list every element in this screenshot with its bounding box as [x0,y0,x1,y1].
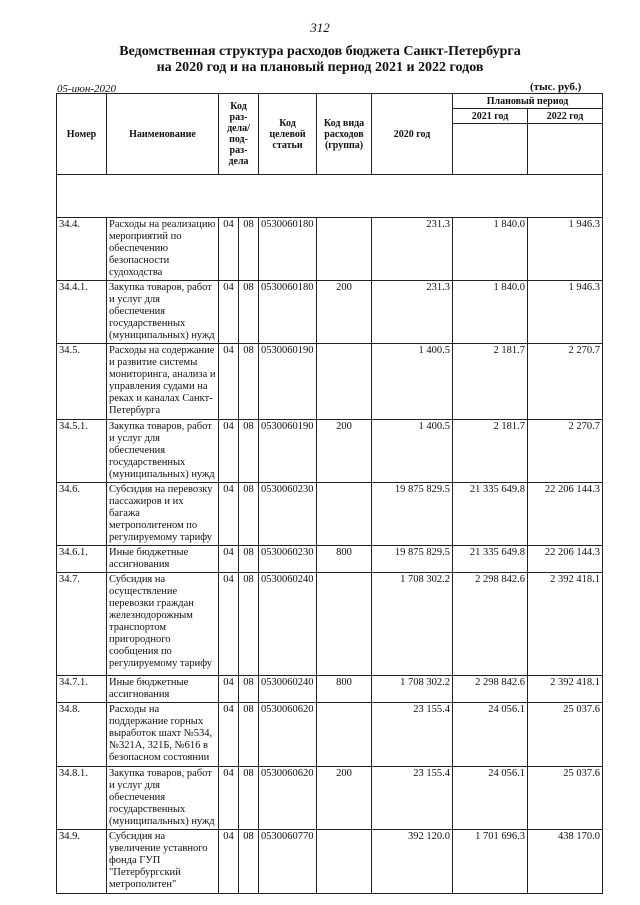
page-number: 312 [310,20,330,35]
row-amount-2020: 392 120.0 [372,830,453,894]
row-name: Закупка товаров, работ и услуг для обеспечения государственных (муниципальных) нужд [107,767,219,830]
row-target-code: 0530060180 [259,218,317,281]
row-expense-type [317,573,372,676]
row-number: 34.8. [57,703,107,767]
row-target-code: 0530060190 [259,344,317,420]
row-amount-2021: 24 056.1 [453,767,528,830]
row-amount-2020: 23 155.4 [372,767,453,830]
header-expense-type-code: Код вида расходов (группа) [317,94,372,175]
row-subsection: 08 [239,703,259,767]
row-amount-2020: 231.3 [372,218,453,281]
row-subsection: 08 [239,830,259,894]
table-row [57,483,603,546]
row-name: Субсидия на перевозку пассажиров и их багажа метрополитеном по регулируемому тарифу [107,483,219,546]
header-name: Наименование [107,94,219,175]
table-row [57,420,603,483]
row-name: Иные бюджетные ассигнования [107,546,219,573]
header-section-code: Код раз-дела/ под-раз-дела [219,94,259,175]
row-amount-2020: 1 400.5 [372,420,453,483]
row-amount-2021: 2 298 842.6 [453,573,528,676]
row-amount-2020: 23 155.4 [372,703,453,767]
row-expense-type [317,218,372,281]
table-body [57,218,603,894]
row-name: Субсидия на осуществление перевозки граждан железнодорожным транспортом пригородного сообщения по регулируемому тарифу [107,573,219,676]
row-expense-type [317,483,372,546]
row-subsection: 08 [239,344,259,420]
row-expense-type: 200 [317,420,372,483]
row-number: 34.6. [57,483,107,546]
row-number: 34.4. [57,218,107,281]
header-spacer-row [57,175,603,218]
row-amount-2022: 2 392 418.1 [528,573,603,676]
row-target-code: 0530060240 [259,573,317,676]
row-amount-2020: 19 875 829.5 [372,546,453,573]
row-number: 34.8.1. [57,767,107,830]
row-section: 04 [219,344,239,420]
row-name: Расходы на реализацию мероприятий по обеспечению безопасности судоходства [107,218,219,281]
row-subsection: 08 [239,546,259,573]
row-subsection: 08 [239,420,259,483]
row-number: 34.4.1. [57,281,107,344]
row-expense-type [317,703,372,767]
title-line-1: Ведомственная структура расходов бюджета Санкт-Петербурга [119,44,521,59]
row-number: 34.9. [57,830,107,894]
row-amount-2022: 25 037.6 [528,703,603,767]
row-amount-2021: 21 335 649.8 [453,546,528,573]
row-amount-2020: 19 875 829.5 [372,483,453,546]
row-section: 04 [219,420,239,483]
row-expense-type: 200 [317,767,372,830]
row-subsection: 08 [239,483,259,546]
table-row [57,281,603,344]
row-section: 04 [219,830,239,894]
row-subsection: 08 [239,676,259,703]
budget-table [56,93,603,894]
row-amount-2021: 2 181.7 [453,420,528,483]
table-row [57,573,603,676]
row-number: 34.7.1. [57,676,107,703]
row-number: 34.6.1. [57,546,107,573]
row-expense-type: 800 [317,546,372,573]
row-section: 04 [219,281,239,344]
row-expense-type: 800 [317,676,372,703]
row-number: 34.7. [57,573,107,676]
row-amount-2021: 1 840.0 [453,218,528,281]
row-amount-2022: 22 206 144.3 [528,483,603,546]
row-name: Закупка товаров, работ и услуг для обеспечения государственных (муниципальных) нужд [107,420,219,483]
row-amount-2020: 231.3 [372,281,453,344]
header-year-2020: 2020 год [372,94,453,175]
row-expense-type [317,344,372,420]
table-row [57,767,603,830]
table-row [57,676,603,703]
row-section: 04 [219,703,239,767]
header-target-code: Код целевой статьи [259,94,317,175]
row-name: Закупка товаров, работ и услуг для обеспечения государственных (муниципальных) нужд [107,281,219,344]
row-subsection: 08 [239,573,259,676]
table-header [57,94,603,218]
row-target-code: 0530060230 [259,483,317,546]
document-title [0,44,640,76]
row-subsection: 08 [239,767,259,830]
row-amount-2022: 2 270.7 [528,344,603,420]
row-amount-2022: 1 946.3 [528,218,603,281]
row-amount-2021: 21 335 649.8 [453,483,528,546]
row-amount-2021: 24 056.1 [453,703,528,767]
row-section: 04 [219,767,239,830]
row-target-code: 0530060190 [259,420,317,483]
row-amount-2021: 2 298 842.6 [453,676,528,703]
row-amount-2022: 1 946.3 [528,281,603,344]
header-planned-period: Плановый период [453,94,603,109]
row-subsection: 08 [239,281,259,344]
row-subsection: 08 [239,218,259,281]
row-target-code: 0530060770 [259,830,317,894]
row-section: 04 [219,573,239,676]
row-number: 34.5.1. [57,420,107,483]
table-row [57,344,603,420]
row-amount-2020: 1 400.5 [372,344,453,420]
row-amount-2021: 1 840.0 [453,281,528,344]
row-amount-2022: 2 392 418.1 [528,676,603,703]
units-label: (тыс. руб.) [530,81,582,93]
header-year-2022: 2022 год [528,109,603,124]
row-section: 04 [219,546,239,573]
row-number: 34.5. [57,344,107,420]
row-amount-2022: 25 037.6 [528,767,603,830]
row-section: 04 [219,676,239,703]
row-amount-2020: 1 708 302.2 [372,676,453,703]
row-amount-2022: 2 270.7 [528,420,603,483]
row-expense-type: 200 [317,281,372,344]
row-amount-2020: 1 708 302.2 [372,573,453,676]
row-name: Иные бюджетные ассигнования [107,676,219,703]
header-number: Номер [57,94,107,175]
document-date: 05-июн-2020 [57,83,117,95]
row-amount-2021: 1 701 696.3 [453,830,528,894]
row-target-code: 0530060230 [259,546,317,573]
row-target-code: 0530060620 [259,703,317,767]
row-amount-2021: 2 181.7 [453,344,528,420]
table-row [57,830,603,894]
table-row [57,546,603,573]
row-name: Субсидия на увеличение уставного фонда ГУП "Петербургский метрополитен" [107,830,219,894]
row-target-code: 0530060180 [259,281,317,344]
row-section: 04 [219,483,239,546]
row-target-code: 0530060620 [259,767,317,830]
row-target-code: 0530060240 [259,676,317,703]
row-amount-2022: 22 206 144.3 [528,546,603,573]
table-row [57,218,603,281]
title-line-2: на 2020 год и на плановый период 2021 и 2022 годов [156,60,484,75]
header-year-2021: 2021 год [453,109,528,124]
row-expense-type [317,830,372,894]
row-name: Расходы на содержание и развитие системы мониторинга, анализа и управления судами на реках и каналах Санкт-Петербурга [107,344,219,420]
table-row [57,703,603,767]
row-amount-2022: 438 170.0 [528,830,603,894]
row-section: 04 [219,218,239,281]
row-name: Расходы на поддержание горных выработок шахт №534, №321А, 321Б, №616 в безопасном состоянии [107,703,219,767]
